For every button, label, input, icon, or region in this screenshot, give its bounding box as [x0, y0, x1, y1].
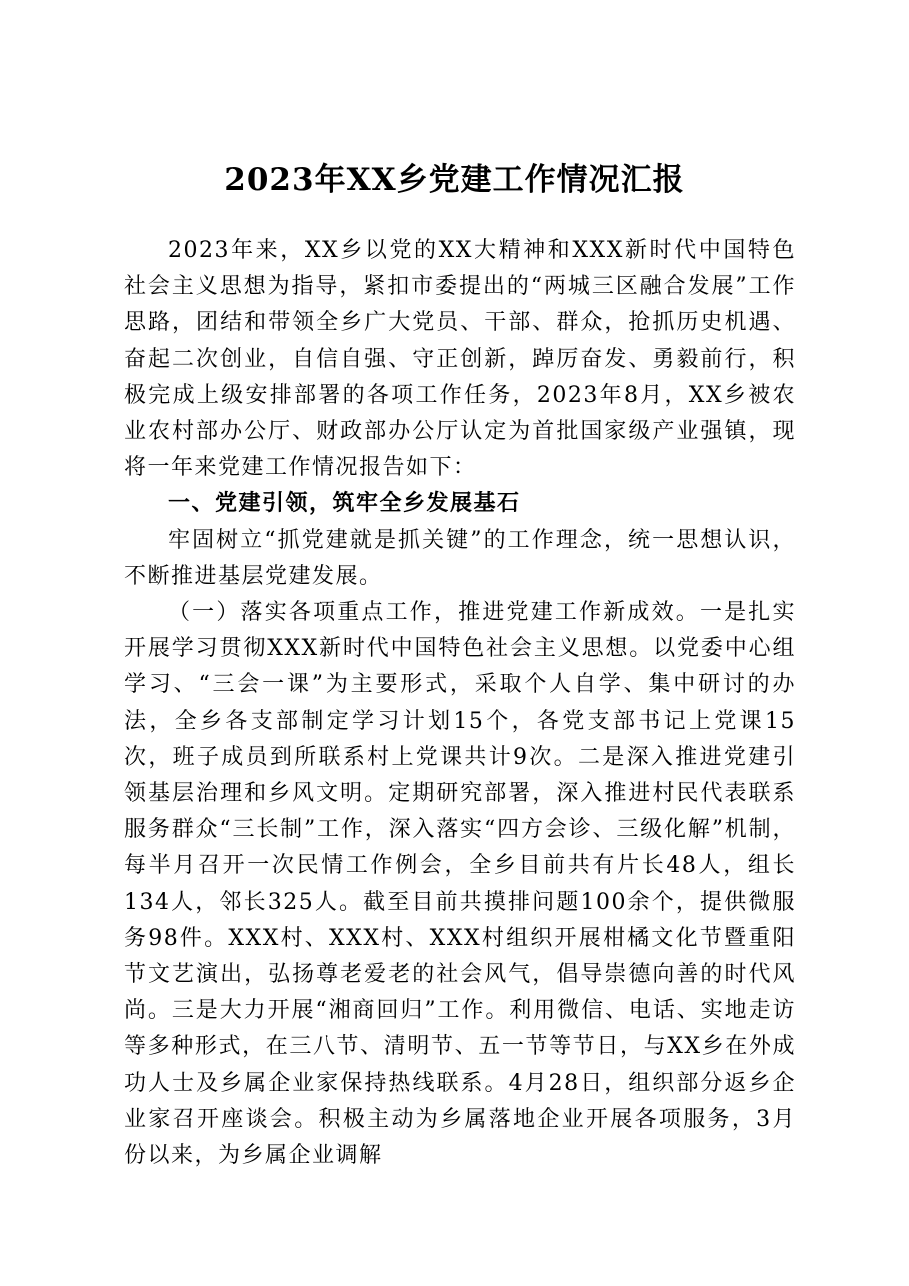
- section-paragraph: 牢固树立“抓党建就是抓关键”的工作理念，统一思想认识，不断推进基层党建发展。: [124, 527, 796, 589]
- subsection-paragraph: （一）落实各项重点工作，推进党建工作新成效。一是扎实开展学习贯彻XXX新时代中国特色社会主义思想。以党委中心组学习、“三会一课”为主要形式，采取个人自学、集中研讨的办法，全乡各支部制定学习计划15个，各党支部书记上党课15次，班子成员到所联系村上党课共计9次。二是深入推进党建引领基层治理和乡风文明。定期研究部署，深入推进村民代表联系服务群众“三长制”工作，深入落实“四方会诊、三级化解”机制，每半月召开一次民情工作例会，全乡目前共有片长48人，组长134人，邻长325人。截至目前共摸排问题100余个，提供微服务98件。XXX村、XXX村、XXX村组织开展柑橘文化节暨重阳节文艺演出，弘扬尊老爱老的社会风气，倡导崇德向善的时代风尚。三是大力开展“湘商回归”工作。利用微信、电话、实地走访等多种形式，在三八节、清明节、五一节等节日，与XX乡在外成功人士及乡属企业家保持热线联系。4月28日，组织部分返乡企业家召开座谈会。积极主动为乡属落地企业开展各项服务，3月份以来，为乡属企业调解: [124, 600, 796, 1169]
- section-heading: 一、党建引领，筑牢全乡发展基石: [168, 491, 521, 517]
- document-body: [124, 233, 796, 1174]
- intro-paragraph: 2023年来，XX乡以党的XX大精神和XXX新时代中国特色社会主义思想为指导，紧扣市委提出的“两城三区融合发展”工作思路，团结和带领全乡广大党员、干部、群众，抢抓历史机遇、奋起二次创业，自信自强、守正创新，踔厉奋发、勇毅前行，积极完成上级安排部署的各项工作任务，2023年8月，XX乡被农业农村部办公厅、财政部办公厅认定为首批国家级产业强镇，现将一年来党建工作情况报告如下：: [124, 238, 796, 481]
- document-title: 2023年XX乡党建工作情况汇报: [224, 162, 685, 198]
